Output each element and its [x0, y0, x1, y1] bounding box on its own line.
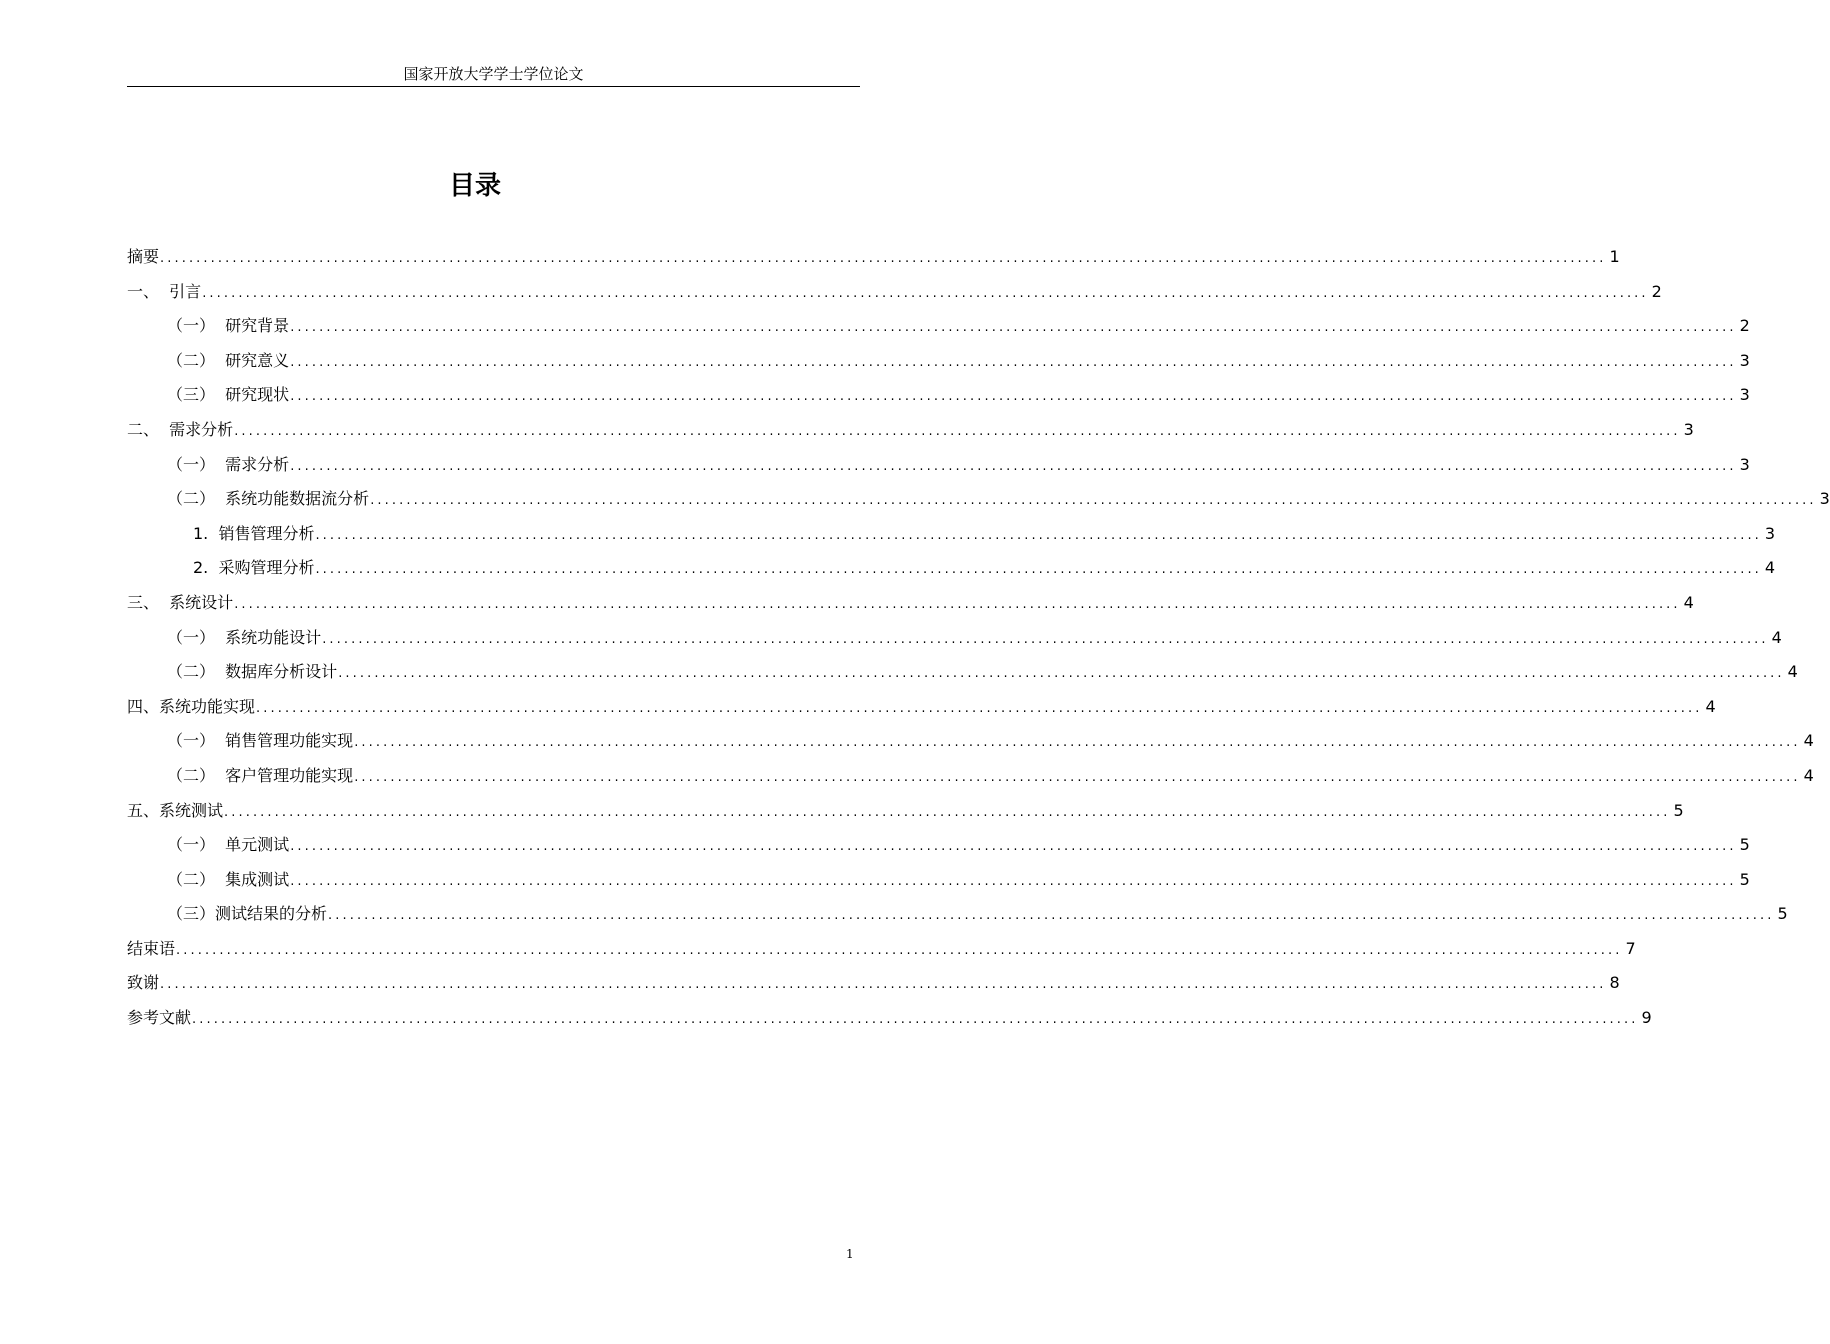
toc-entry[interactable] — [127, 244, 1620, 279]
page-number: 1 — [846, 1247, 854, 1261]
toc-entry-title: 结束语 — [127, 938, 176, 958]
toc-leader-dots: ........................................................................................................................................................................................................ — [256, 700, 1703, 716]
toc-leader-dots: ........................................................................................................................................................................................................ — [234, 423, 1681, 439]
toc-leader-dots: ........................................................................................................................................................................................................ — [315, 562, 1762, 578]
toc-entry[interactable] — [127, 555, 1776, 590]
toc-entry-title: 摘要 — [127, 247, 160, 266]
toc-leader-dots: ........................................................................................................................................................................................................ — [290, 354, 1737, 370]
toc-entry[interactable] — [127, 417, 1694, 452]
toc-entry[interactable] — [127, 763, 1814, 798]
toc-entry-page: 1 — [1609, 247, 1620, 266]
toc-entry-title: （二） 研究意义 — [167, 350, 290, 370]
page-header: 国家开放大学学士学位论文 — [403, 65, 584, 83]
toc-leader-dots: ........................................................................................................................................................................................................ — [370, 493, 1817, 509]
toc-entry-title: （三）测试结果的分析 — [167, 904, 328, 924]
toc-entry-title: （二） 系统功能数据流分析 — [167, 489, 370, 509]
toc-leader-dots: ........................................................................................................................................................................................................ — [290, 320, 1737, 336]
table-of-contents — [127, 244, 1830, 1040]
toc-entry-title: （二） 数据库分析设计 — [167, 662, 338, 682]
toc-entry-page: 4 — [1683, 592, 1694, 612]
toc-entry[interactable] — [127, 1005, 1652, 1040]
toc-leader-dots: ........................................................................................................................................................................................................ — [338, 666, 1785, 682]
toc-entry[interactable] — [127, 590, 1694, 625]
toc-entry-title: 致谢 — [127, 973, 160, 993]
toc-leader-dots: ........................................................................................................................................................................................................ — [315, 527, 1762, 543]
toc-entry-page: 3 — [1819, 489, 1830, 509]
toc-entry[interactable] — [127, 625, 1782, 660]
toc-leader-dots: ........................................................................................................................................................................................................ — [202, 285, 1649, 301]
toc-entry-page: 8 — [1609, 973, 1620, 993]
toc-entry-page: 4 — [1771, 627, 1782, 647]
toc-entry-title: （一） 系统功能设计 — [167, 627, 322, 647]
toc-entry-title: 1. 销售管理分析 — [193, 523, 315, 543]
toc-leader-dots: ........................................................................................................................................................................................................ — [290, 458, 1737, 474]
toc-entry-title: （一） 销售管理功能实现 — [167, 731, 354, 751]
toc-entry-title: 2. 采购管理分析 — [193, 558, 315, 578]
toc-entry[interactable] — [127, 452, 1750, 487]
toc-entry[interactable] — [127, 382, 1750, 417]
toc-leader-dots: ........................................................................................................................................................................................................ — [192, 1012, 1639, 1028]
toc-entry-title: 五、系统测试 — [127, 800, 224, 820]
toc-entry-title: （一） 单元测试 — [167, 835, 290, 855]
toc-entry-title: （一） 需求分析 — [167, 454, 290, 474]
toc-leader-dots: ........................................................................................................................................................................................................ — [234, 596, 1681, 612]
toc-leader-dots: ........................................................................................................................................................................................................ — [160, 251, 1607, 266]
toc-entry-title: （三） 研究现状 — [167, 385, 290, 405]
toc-entry[interactable] — [127, 936, 1636, 971]
toc-entry-page: 5 — [1673, 800, 1684, 820]
toc-entry-title: 参考文献 — [127, 1008, 192, 1028]
toc-entry-page: 4 — [1764, 558, 1776, 578]
toc-entry-page: 2 — [1651, 281, 1662, 301]
toc-entry[interactable] — [127, 279, 1662, 314]
toc-entry-page: 4 — [1803, 731, 1814, 751]
toc-entry-page: 2 — [1739, 316, 1750, 336]
toc-entry-title: 三、 系统设计 — [127, 592, 234, 612]
toc-entry[interactable] — [127, 798, 1684, 833]
header-divider — [127, 86, 860, 87]
toc-leader-dots: ........................................................................................................................................................................................................ — [354, 735, 1801, 751]
toc-leader-dots: ........................................................................................................................................................................................................ — [290, 873, 1737, 889]
toc-entry-page: 3 — [1739, 454, 1750, 474]
toc-entry[interactable] — [127, 313, 1750, 348]
toc-entry-page: 3 — [1739, 350, 1750, 370]
toc-title: 目录 — [448, 171, 501, 201]
toc-entry-page: 5 — [1739, 869, 1750, 889]
toc-entry[interactable] — [127, 694, 1716, 729]
toc-leader-dots: ........................................................................................................................................................................................................ — [290, 389, 1737, 405]
toc-entry[interactable] — [127, 970, 1620, 1005]
toc-entry-page: 4 — [1705, 696, 1716, 716]
toc-entry-page: 3 — [1739, 385, 1750, 405]
toc-entry[interactable] — [127, 521, 1776, 556]
toc-leader-dots: ........................................................................................................................................................................................................ — [176, 942, 1623, 958]
toc-entry-page: 4 — [1787, 662, 1798, 682]
toc-leader-dots: ........................................................................................................................................................................................................ — [354, 769, 1801, 785]
toc-entry[interactable] — [127, 901, 1788, 936]
toc-leader-dots: ........................................................................................................................................................................................................ — [322, 631, 1769, 647]
toc-entry-title: 四、系统功能实现 — [127, 696, 256, 716]
toc-entry-page: 5 — [1777, 904, 1788, 924]
toc-entry-page: 3 — [1764, 523, 1776, 543]
toc-entry-page: 4 — [1803, 765, 1814, 785]
toc-entry-title: （二） 集成测试 — [167, 869, 290, 889]
toc-leader-dots: ........................................................................................................................................................................................................ — [290, 839, 1737, 855]
toc-entry-title: 二、 需求分析 — [127, 419, 234, 439]
toc-leader-dots: ........................................................................................................................................................................................................ — [224, 804, 1671, 820]
toc-entry-page: 9 — [1641, 1008, 1652, 1028]
toc-entry[interactable] — [127, 867, 1750, 902]
toc-entry[interactable] — [127, 659, 1798, 694]
toc-leader-dots: ........................................................................................................................................................................................................ — [328, 908, 1775, 924]
toc-entry-title: （二） 客户管理功能实现 — [167, 765, 354, 785]
toc-entry[interactable] — [127, 832, 1750, 867]
toc-entry-title: （一） 研究背景 — [167, 316, 290, 336]
toc-leader-dots: ........................................................................................................................................................................................................ — [160, 977, 1607, 993]
toc-entry[interactable] — [127, 348, 1750, 383]
toc-entry[interactable] — [127, 486, 1830, 521]
toc-entry-page: 3 — [1683, 419, 1694, 439]
toc-entry-page: 5 — [1739, 835, 1750, 855]
toc-entry-title: 一、 引言 — [127, 281, 202, 301]
toc-entry-page: 7 — [1625, 938, 1636, 958]
toc-entry[interactable] — [127, 728, 1814, 763]
